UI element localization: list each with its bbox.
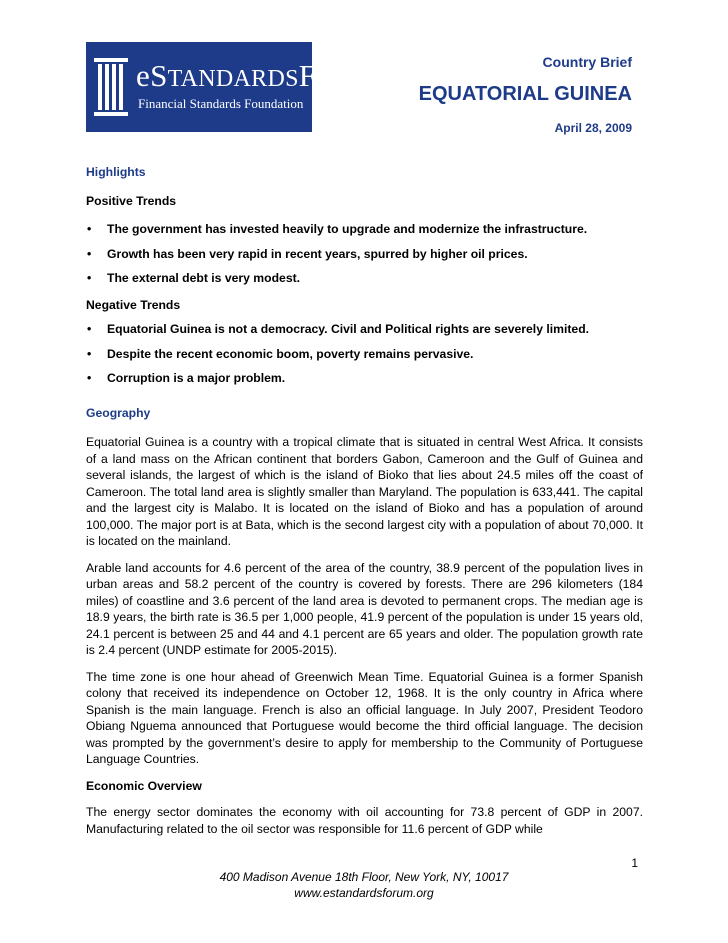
logo <box>86 42 390 132</box>
footer-url: www.estandardsforum.org <box>294 886 434 900</box>
geography-paragraph: Arable land accounts for 4.6 percent of the area of the country, 38.9 percent of the population lives in urban areas and 58.2 percent of the country is covered by forests. There are 296 kilometers (184 miles) of coastline and 3.6 percent of the land area is devoted to permanent crops. The median age is 18.9 years, the birth rate is 36.5 per 1,000 people, 41.9 percent of the population is under 15 years old, 24.1 percent is between 25 and 44 and 4.1 percent are 65 years and older. The population growth rate is 2.4 percent (UNDP estimate for 2005-2015). <box>86 560 643 657</box>
geography-paragraph: The time zone is one hour ahead of Greenwich Mean Time. Equatorial Guinea is a former Spanish colony that received its independence on October 12, 1968. It is the only country in Africa where Spanish is the main language. French is also an official language. In July 2007, President Teodoro Obiang Nguema announced that Portuguese would become the third official language. The decision was prompted by the government’s desire to apply for membership to the Community of Portuguese Language Countries. <box>86 669 643 766</box>
list-item: • Corruption is a major problem. <box>86 370 643 387</box>
highlights-heading: Highlights <box>86 165 146 179</box>
document-body <box>86 164 643 847</box>
list-item: • Despite the recent economic boom, poverty remains pervasive. <box>86 346 643 363</box>
positive-trends-heading: Positive Trends <box>86 193 177 208</box>
negative-trends-heading: Negative Trends <box>86 297 181 312</box>
footer-address: 400 Madison Avenue 18th Floor, New York, NY, 10017 <box>219 870 509 884</box>
document-date: April 28, 2009 <box>554 121 632 135</box>
negative-trends-list <box>86 321 643 387</box>
logo-subtitle: Financial Standards Foundation <box>138 96 304 111</box>
geography-paragraph: Equatorial Guinea is a country with a tropical climate that is situated in central West Africa. It consists of a land mass on the African continent that borders Gabon, Cameroon and the Gulf of Guinea and several islands, the largest of which is the island of Bioko that lies about 24.5 miles off the coast of Cameroon. The total land area is slightly smaller than Maryland. The population is 633,441. The capital and the largest city is Malabo. It is located on the island of Bioko and has a population of around 100,000. The major port is at Bata, which is the second largest city with a population of about 70,000. It is located on the mainland. <box>86 435 643 548</box>
positive-trends-list <box>86 221 643 287</box>
list-item: • Equatorial Guinea is not a democracy. Civil and Political rights are severely limited. <box>86 321 643 338</box>
list-item: • Growth has been very rapid in recent years, spurred by higher oil prices. <box>86 246 643 263</box>
page-number: 1 <box>631 856 638 870</box>
logo-wordmark: eSTANDARDSFORUM <box>136 58 390 93</box>
list-item: • The government has invested heavily to upgrade and modernize the infrastructure. <box>86 221 643 238</box>
economic-overview-heading: Economic Overview <box>86 778 202 793</box>
geography-heading: Geography <box>86 405 151 420</box>
document-type: Country Brief <box>542 54 632 70</box>
list-item: • The external debt is very modest. <box>86 270 643 287</box>
country-title: EQUATORIAL GUINEA <box>418 83 632 105</box>
pillars-icon <box>92 52 132 122</box>
economic-paragraph: The energy sector dominates the economy with oil accounting for 73.8 percent of GDP in 2007. Manufacturing related to the oil sector was responsible for 11.6 percent of GDP while <box>86 805 643 836</box>
